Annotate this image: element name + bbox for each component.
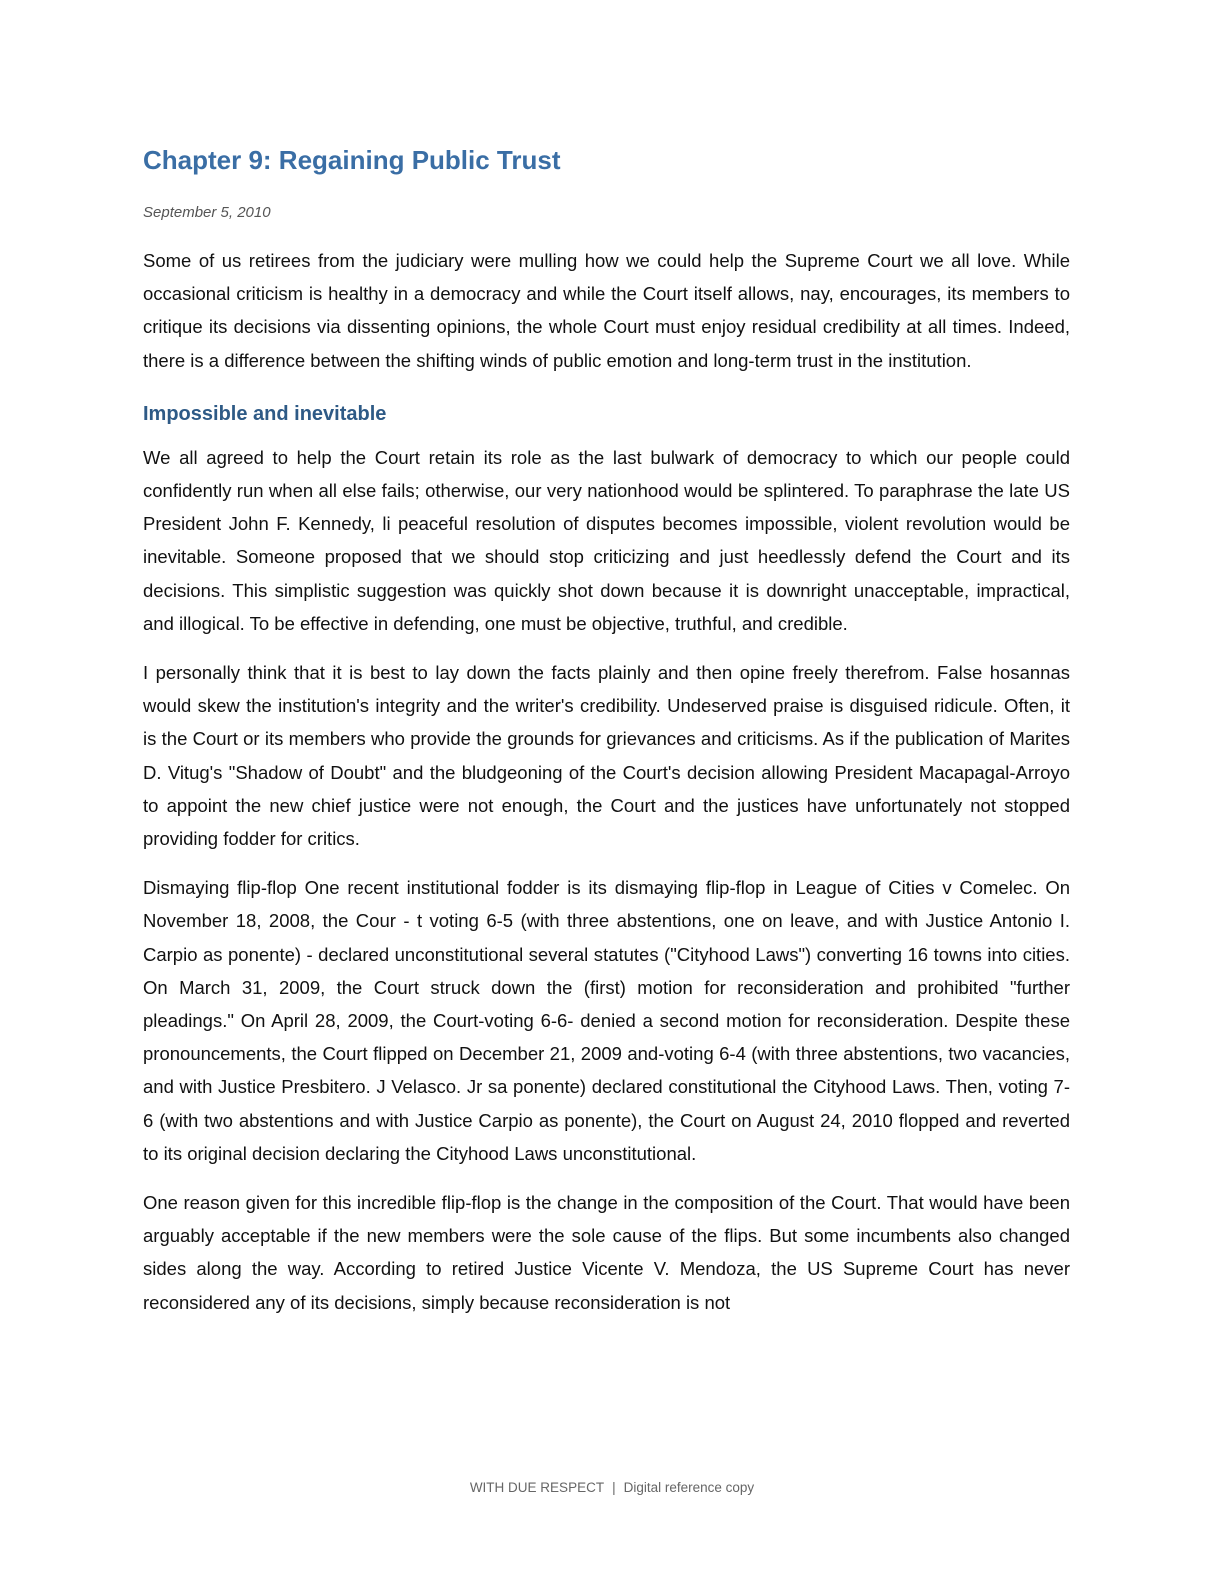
chapter-title: Chapter 9: Regaining Public Trust [143, 145, 561, 175]
footer-separator: | [612, 1480, 616, 1495]
footer-book-title: WITH DUE RESPECT [469, 1480, 605, 1495]
section-heading: Impossible and inevitable [143, 402, 387, 425]
paragraph: We all agreed to help the Court retain its role as the last bulwark of democracy to which our people could confidently run when all else fails; otherwise, our very nationhood would be splintered. To paraphrase the late US President John F. Kennedy, li peaceful resolution of disputes becomes impossible, violent revolution would be inevitable. Someone proposed that we should stop criticizing and just heedlessly defend the Court and its decisions. This simplistic suggestion was quickly shot down because it is downright unacceptable, impractical, and illogical. To be effective in defending, one must be objective, truthful, and credible. [143, 446, 1070, 634]
paragraph: One reason given for this incredible flip-flop is the change in the composition of the Court. That would have been arguably acceptable if the new members were the sole cause of the flips. But some incumbents also changed sides along the way. According to retired Justice Vicente V. Mendoza, the US Supreme Court has never reconsidered any of its decisions, simply because reconsideration is not [143, 1192, 1070, 1313]
footer-note: Digital reference copy [623, 1480, 755, 1495]
paragraph: Dismaying flip-flop One recent institutional fodder is its dismaying flip-flop in League of Cities v Comelec. On November 18, 2008, the Cour - t voting 6-5 (with three abstentions, one on leave, and with Justice Antonio I. Carpio as ponente) - declared unconstitutional several statutes ("Cityhood Laws") converting 16 towns into cities. On March 31, 2009, the Court struck down the (first) motion for reconsideration and prohibited "further pleadings." On April 28, 2009, the Court-voting 6-6- denied a second motion for reconsideration. Despite these pronouncements, the Court flipped on December 21, 2009 and-voting 6-4 (with three abstentions, two vacancies, and with Justice Presbitero. J Velasco. Jr sa ponente) declared constitutional the Cityhood Laws. Then, voting 7-6 (with two abstentions and with Justice Carpio as ponente), the Court on August 24, 2010 flopped and reverted to its original decision declaring the Cityhood Laws unconstitutional. [143, 877, 1070, 1164]
paragraph-intro: Some of us retirees from the judiciary were mulling how we could help the Supreme Court we all love. While occasional criticism is healthy in a democracy and while the Court itself allows, nay, encourages, its members to critique its decisions via dissenting opinions, the whole Court must enjoy residual credibility at all times. Indeed, there is a difference between the shifting winds of public emotion and long-term trust in the institution. [143, 250, 1070, 371]
page-footer [0, 1478, 1224, 1498]
paragraph: I personally think that it is best to lay down the facts plainly and then opine freely therefrom. False hosannas would skew the institution's integrity and the writer's credibility. Undeserved praise is disguised ridicule. Often, it is the Court or its members who provide the grounds for grievances and criticisms. As if the publication of Marites D. Vitug's "Shadow of Doubt" and the bludgeoning of the Court's decision allowing President Macapagal-Arroyo to appoint the new chief justice were not enough, the Court and the justices have unfortunately not stopped providing fodder for critics. [143, 662, 1070, 850]
document-page [143, 140, 1070, 1335]
publication-date: September 5, 2010 [143, 204, 271, 221]
